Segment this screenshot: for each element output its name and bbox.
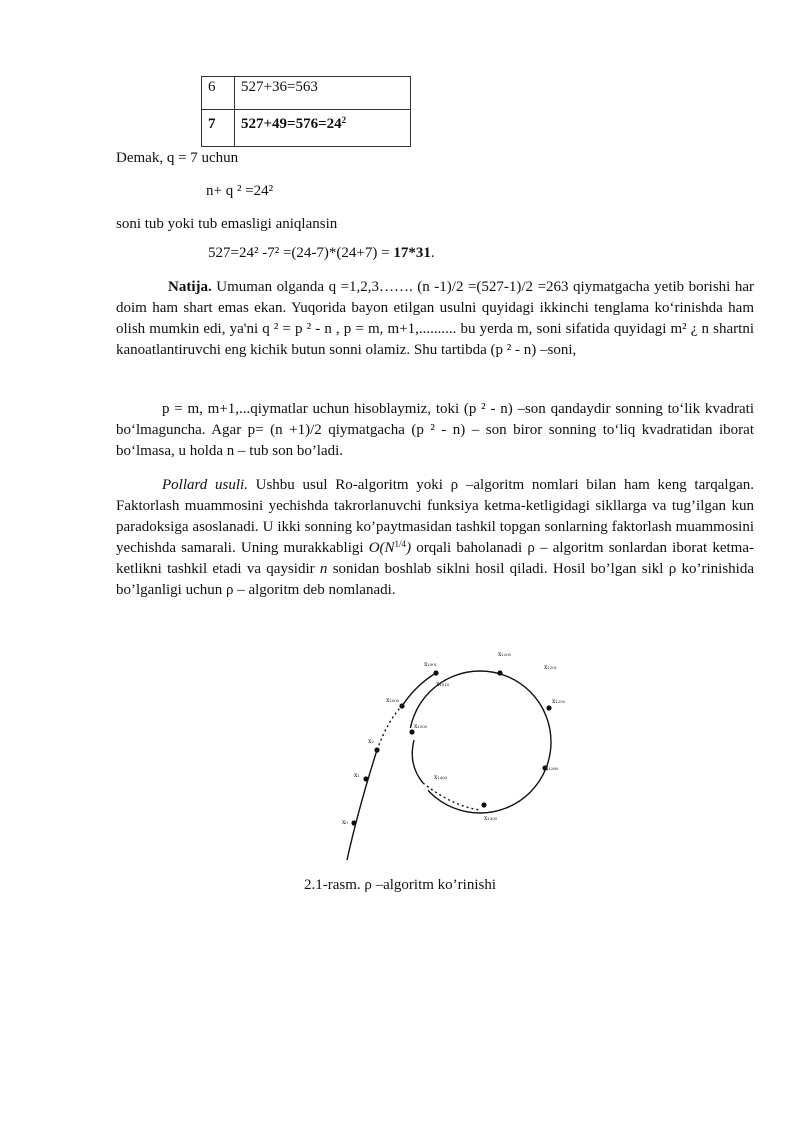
dotted-arc xyxy=(423,783,480,810)
pollard-paragraph: Pollard usuli. Ushbu usul Ro-algoritm yoki ρ –algoritm nomlari bilan ham keng tarqalgan. Faktorlash muammosini yechishda takrorlanuvchi funksiya ketma-ketligidagi sikllarga va tug’ilgan kun paradoksiga asoslanadi. U ikki sonning ko’paytmasidan tashkil topgan sonlarning faktorlash muammosini yechishda samarali. Uning murakkabligi $O(N^{1/4})$ orqali baholanadi ρ – algoritm sonlardan iborat ketma-ketlikni tashkil etadi va qaysidir n sonidan boshlab siklni hosil qiladi. Hosil bo’lgan sikl ρ ko’rinishida bo’lganligi uchun ρ – algoritm deb nomlanadi. xyxy=(116,477,754,598)
natija-paragraph: Natija. Umuman olganda q =1,2,3……. (n -1)/2 =(527-1)/2 =263 qiymatgacha yetib borishi har doim ham shart emas ekan. Yuqorida bayon etilgan usulni quyidagi ikkinchi tenglama ko‘rinishda ham olish mumkin edi, ya'ni q ² = p ² - n , p = m, m+1,.......... bu yerda m, soni sifatida quyidagi m² ¿ n shartni kanoatlantiruvchi eng kichik butun sonni olamiz. Shu tartibda (p ² - n) –soni, xyxy=(116,279,754,358)
point-x1001 xyxy=(433,670,438,675)
point-x1300 xyxy=(481,802,486,807)
point-x1250 xyxy=(546,705,551,710)
label-x1201: x₁₂₀₁ xyxy=(544,664,558,671)
equation-1: n+ q ² =24² xyxy=(206,183,274,199)
cycle-circle xyxy=(409,671,551,813)
equation-2: 527=24² -7² =(24-7)*(24+7) = 17*31. xyxy=(208,245,435,261)
circle-gap xyxy=(398,728,428,803)
tail-upper xyxy=(402,673,436,706)
point-x0 xyxy=(351,820,356,825)
table-cell-expr: $527+49=576=24^2$ xyxy=(235,110,411,147)
rho-algorithm-figure xyxy=(330,640,570,872)
figure-caption: 2.1-rasm. ρ –algoritm ko’rinishi xyxy=(303,877,497,893)
pollard-label: Pollard usuli. xyxy=(162,477,248,493)
point-x2 xyxy=(374,747,379,752)
p-paragraph: p = m, m+1,...qiymatlar uchun hisoblaymiz, toki (p ² - n) –son qandaydir sonning to‘lik kvadrati bo‘lmaguncha. Agar p= (n +1)/2 qiymatgacha (p ² - n) – son biror sonning to‘liq kvadratidan iborat bo‘lmasa, u holda n – tub son bo’ladi. xyxy=(116,401,754,459)
table-row xyxy=(202,77,411,110)
point-x1 xyxy=(363,776,368,781)
values-table xyxy=(201,76,411,147)
label-x1400: x₁₄₀₀ xyxy=(434,774,448,781)
label-x1200: x₁₂₀₀ xyxy=(498,651,512,658)
demak-line: Demak, q = 7 uchun xyxy=(116,150,239,166)
label-x1300: x₁₃₀₀ xyxy=(484,815,498,822)
label-x1000: x₁₀₀₀ xyxy=(386,697,400,704)
label-x1250: x₁₂₅₀ xyxy=(552,698,566,705)
label-x2: x₂ xyxy=(368,738,374,745)
table-cell-n: 7 xyxy=(202,110,235,147)
natija-label: Natija. xyxy=(168,279,212,295)
table-row xyxy=(202,110,411,147)
table-cell-expr: 527+36=563 xyxy=(235,77,411,110)
point-x1000 xyxy=(399,703,404,708)
point-x1500 xyxy=(409,729,414,734)
label-x1: x₁ xyxy=(354,772,360,779)
complexity-formula: O(N xyxy=(368,540,395,556)
table-cell-n: 6 xyxy=(202,77,235,110)
point-x1200 xyxy=(497,670,502,675)
label-x1500: x₁₅₀₀ xyxy=(414,723,428,730)
label-x1001: x₁₀₀₁ xyxy=(424,661,438,668)
label-x0: x₀ xyxy=(342,819,348,826)
soni-tub-line: soni tub yoki tub emasligi aniqlansin xyxy=(116,216,338,232)
label-x1010: x₁₀₁₀ xyxy=(436,681,450,688)
label-x1280: x₁₂₈₀ xyxy=(545,765,559,772)
tail-path xyxy=(347,750,377,860)
